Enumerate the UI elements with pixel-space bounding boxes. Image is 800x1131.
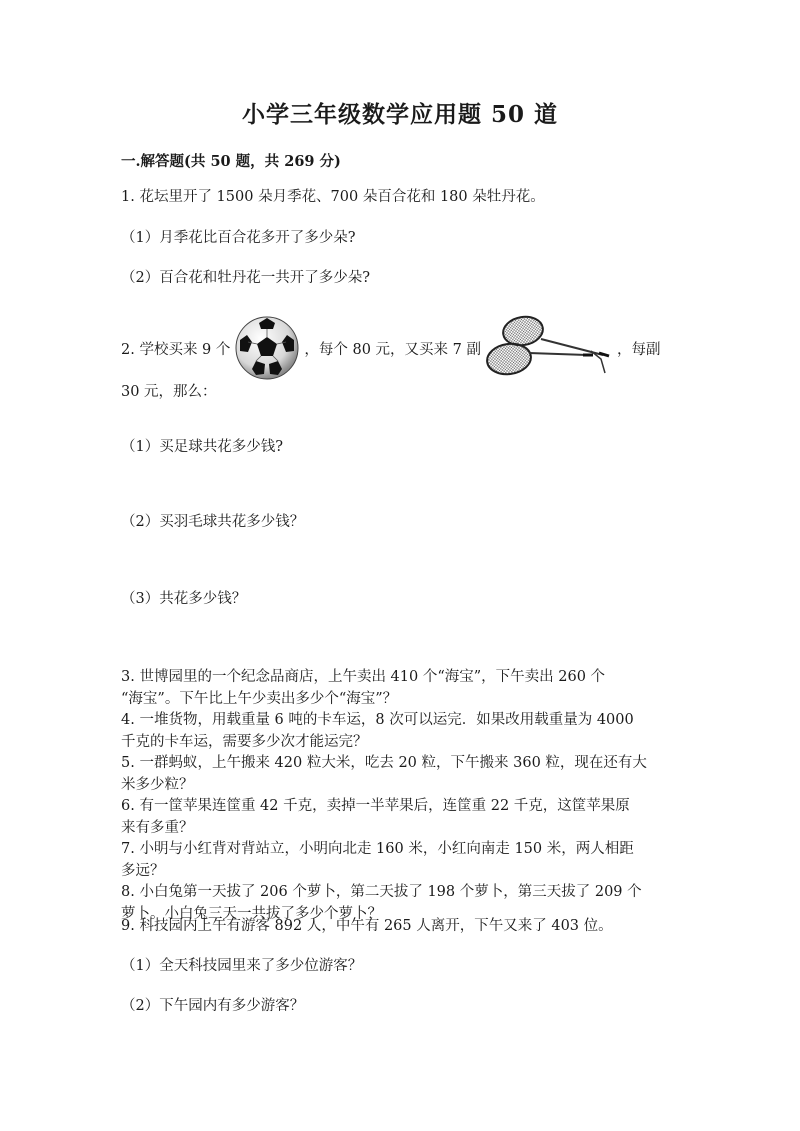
question-2-stem-b: ，每个 80 元，又买来 7 副	[304, 341, 482, 358]
question-3-line-1: 3. 世博园里的一个纪念品商店，上午卖出 410 个“海宝”，下午卖出 260 个	[121, 669, 606, 685]
question-1-stem: 1. 花坛里开了 1500 朵月季花、700 朵百合花和 180 朵牡丹花。	[121, 189, 545, 205]
question-6-line-1: 6. 有一筐苹果连筐重 42 千克，卖掉一半苹果后，连筐重 22 千克，这筐苹果原	[121, 798, 630, 814]
question-7-line-2: 多远？	[121, 862, 165, 879]
question-2-stem-c: ，每副	[617, 341, 661, 358]
question-2-part-2: （2）买羽毛球共花多少钱？	[121, 514, 305, 530]
question-4-line-2: 千克的卡车运，需要多少次才能运完？	[121, 733, 368, 750]
question-8-line-2: 萝卜。小白兔三天一共拔了多少个萝卜？	[121, 905, 382, 922]
question-5-line-2: 米多少粒？	[121, 776, 194, 793]
question-2-part-1: （1）买足球共花多少钱?	[121, 439, 283, 455]
question-2-stem-a: 2. 学校买来 9 个	[121, 341, 231, 358]
question-7-line-1: 7. 小明与小红背对背站立，小明向北走 160 米，小红向南走 150 米，两人相距	[121, 841, 634, 857]
question-5-line-1: 5. 一群蚂蚁，上午搬来 420 粒大米，吃去 20 粒，下午搬来 360 粒，现在还有大	[121, 755, 647, 771]
question-9-part-2: （2）下午园内有多少游客？	[121, 998, 305, 1014]
question-1-part-2: （2）百合花和牡丹花一共开了多少朵?	[121, 270, 370, 286]
questions-3-to-8	[121, 667, 681, 925]
badminton-rackets-icon	[483, 315, 615, 381]
soccer-ball-icon	[234, 315, 300, 381]
question-8-line-1: 8. 小白兔第一天拔了 206 个萝卜，第二天拔了 198 个萝卜，第三天拔了 209 个	[121, 884, 642, 900]
question-9-stem: 9. 科技园内上午有游客 892 人，中午有 265 人离开，下午又来了 403 位。	[121, 918, 613, 934]
question-2-part-3: （3）共花多少钱？	[121, 591, 247, 607]
page-title: 小学三年级数学应用题 50 道	[241, 101, 559, 128]
question-4-line-1: 4. 一堆货物，用载重量 6 吨的卡车运，8 次可以运完．如果改用载重量为 4000	[121, 712, 634, 728]
question-3-line-2: “海宝”。下午比上午少卖出多少个“海宝”？	[121, 690, 398, 707]
question-6-line-2: 来有多重？	[121, 819, 194, 836]
question-1-part-1: （1）月季花比百合花多开了多少朵?	[121, 230, 356, 246]
question-2-stem-d: 30 元，那么：	[121, 384, 217, 400]
section-heading: 一.解答题(共 50 题，共 269 分)	[121, 153, 341, 170]
question-2-stem-row	[121, 312, 681, 384]
question-9-part-1: （1）全天科技园里来了多少位游客？	[121, 958, 363, 974]
